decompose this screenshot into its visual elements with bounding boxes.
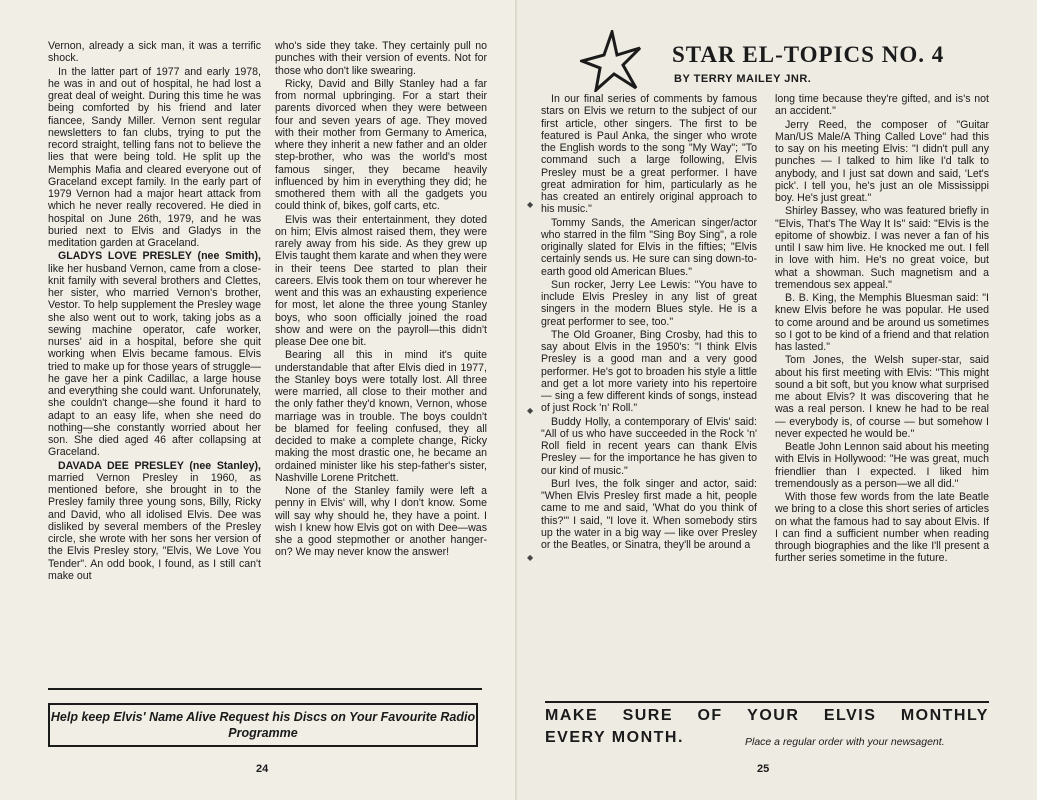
left-page xyxy=(0,0,518,800)
headline-word: YOUR xyxy=(747,707,800,724)
left-column-1 xyxy=(48,40,261,583)
paragraph-heading: GLADYS LOVE PRESLEY (nee Smith), xyxy=(58,250,261,263)
article-paragraph xyxy=(275,349,487,484)
paragraph-text: Tom Jones, the Welsh super-star, said about his first meeting with Elvis: "This might sound a bit soft, but you know what surprised me about Elvis? It was discovering that he was a real person. I knew he had to be real — everybody is, of course — but somehow I never expected he would be." xyxy=(775,354,989,440)
article-paragraph xyxy=(275,485,487,559)
paragraph-text: Shirley Bassey, who was featured briefly in "Elvis, That's The Way It Is" said: "Elvis is the epitome of showbiz. I was never a fan of his until I saw him live. He knocked me out. I fell in love with him. He's no great voice, but what a showman. Such magnetism and a tremendous sex appeal." xyxy=(775,205,989,291)
article-paragraph xyxy=(541,416,757,477)
article-byline: BY TERRY MAILEY JNR. xyxy=(674,73,812,85)
right-column-2 xyxy=(775,93,989,566)
paragraph-text: Tommy Sands, the American singer/actor who starred in the film "Sing Boy Sing", a role originally slated for Elvis in the fifties; "Elvis certainly sends us. He sure can sing down-to-earth good old American Blues." xyxy=(541,216,757,278)
paragraph-text: long time because they're gifted, and is's not an accident." xyxy=(775,93,989,118)
star-icon xyxy=(580,30,642,92)
headline-word: OF xyxy=(697,707,723,724)
paragraph-text: Bearing all this in mind it's quite understandable that after Elvis died in 1977, the Stanley boys were totally lost. All three were married, all close to their mother and the only father they'd known, Vernon, whose marriage was in trouble. The boys couldn't be blamed for feeling confused, they all decided to make a complete change, Ricky making the most drastic one, he became an ordained minister like his step-father's sister, Nashville Lorene Pritchett. xyxy=(275,349,487,484)
page-number-right: 25 xyxy=(757,763,770,775)
article-paragraph xyxy=(541,279,757,328)
paragraph-text: B. B. King, the Memphis Bluesman said: "I knew Elvis before he was popular. He used to come around and be around us sometimes so I got to be kind of a friend and that relation has lasted." xyxy=(775,292,989,353)
article-paragraph xyxy=(775,491,989,565)
headline-word: ELVIS xyxy=(823,707,877,724)
headline-word: MAKE xyxy=(545,707,599,724)
paragraph-text: like her husband Vernon, came from a close-knit family with several brothers and Clettes, her sister, who married Vernon's brother, Vestor. To help supplement the Presley wage she also went out to work, taking jobs as a sewing machine operator, cafe worker, nurses' aid in a hospital, before she quit working when Elvis became famous. Elvis tried to make up for those years of struggle—he gave her a pink Cadillac, a large house and everything she could want. Unforunately, she couldn't change—she found it hard to adapt to an easy life, when she need do nothing—she constantly worried about her son. She died aged 46 after collapsing at Graceland. xyxy=(48,262,261,459)
paragraph-text: The Old Groaner, Bing Crosby, had this to say about Elvis in the 1950's: "I think Elvis Presley is a good man and a very good performer. He's got to broaden his style a little and get a lot more variety into his repertoire — sing a few different kinds of songs, instead of just Rock 'n' Roll." xyxy=(541,328,757,415)
paragraph-text: Ricky, David and Billy Stanley had a far from normal upbringing. For a start their parents divorced when they were between four and seven years of age. They moved with their mother from Germany to America, where they inherit a new father and an older step-brother, who was the world's most famous singer, they became heavily influenced by him in everything they did; he smothered them with all the gadgets you could think of, bikes, golf carts, etc. xyxy=(275,77,487,213)
subscription-note: Place a regular order with your newsagent. xyxy=(745,736,945,748)
margin-mark: ◆ xyxy=(527,200,534,209)
article-paragraph xyxy=(48,250,261,458)
right-column-1 xyxy=(541,93,757,552)
article-paragraph xyxy=(541,93,757,216)
article-paragraph xyxy=(541,217,757,278)
left-column-2 xyxy=(275,40,487,560)
paragraph-text: None of the Stanley family were left a penny in Elvis' will, why I don't know. Some will say why should he, they have a point. I wish I knew how Elvis got on with Dee—was she a good stepmother or another hanger-on? We may never know the answer! xyxy=(275,485,487,559)
article-paragraph xyxy=(775,441,989,490)
article-paragraph xyxy=(541,478,757,552)
paragraph-text: With those few words from the late Beatle we bring to a close this short series of articles on what the famous had to say about Elvis. If I can find a sufficient number when reading through biographies and the like I'll present a further series sometime in the future. xyxy=(775,491,989,565)
paragraph-heading: DAVADA DEE PRESLEY (nee Stanley), xyxy=(58,459,261,472)
paragraph-text: Buddy Holly, a contemporary of Elvis' said: "All of us who have succeeded in the Rock 'n' Roll field in recent years can thank Elvis Presley — for the importance he has given to our kind of music." xyxy=(541,415,757,477)
article-paragraph xyxy=(275,40,487,77)
margin-mark: ◆ xyxy=(527,406,534,415)
divider-rule xyxy=(48,688,482,690)
article-paragraph xyxy=(775,354,989,440)
subscription-headline-line2: EVERY MONTH. xyxy=(545,729,684,746)
paragraph-text: married Vernon Presley in 1960, as mentioned before, she brought in to the Presley family three young sons, Billy, Ricky and David, who all idolised Elvis. Dee was disliked by several members of the Presley circle, she wrote with her sons her version of the Elvis Presley story, "Elvis, We Love You Tender". An odd book, I found, as I still can't make out xyxy=(48,471,261,582)
subscription-headline xyxy=(545,707,989,725)
paragraph-text: In the latter part of 1977 and early 1978, he was in and out of hospital, he had lost a great deal of weight. During this time he was being comforted by his friend and later fiancee, Sandy Miller. Vernon sent regular newsletters to fan clubs, trying to put the record straight, telling fans not to believe the lies that were being told. He split up the Memphis Mafia and cleared everyone out of Graceland except family. In the early part of 1979 Vernon had a major heart attack from which he never really recovered. He died in hospital on June 26th, 1979, and he was buried next to Elvis and Gladys in the meditation garden at Graceland. xyxy=(48,65,261,249)
article-paragraph xyxy=(48,66,261,250)
paragraph-text: Beatle John Lennon said about his meeting with Elvis in Hollywood: "He was great, much friendlier than I expected. I liked him tremendously as a person—we all did." xyxy=(775,441,989,490)
article-paragraph xyxy=(541,329,757,415)
margin-mark: ◆ xyxy=(527,553,534,562)
radio-request-banner: Help keep Elvis' Name Alive Request his Discs on Your Favourite Radio Programme xyxy=(48,703,478,747)
article-paragraph xyxy=(48,460,261,583)
paragraph-text: In our final series of comments by famous stars on Elvis we return to the subject of our first article, other singers. The first to be featured is Paul Anka, the singer who wrote the English words to the song "My Way"; "To command such a large following, Elvis Presley must be a great performer. I have great admiration for him, particularly as he has created an entirely original approach to his music." xyxy=(541,93,757,216)
article-title: STAR EL-TOPICS NO. 4 xyxy=(672,42,945,67)
paragraph-text: Elvis was their entertainment, they doted on him; Elvis almost raised them, they were rarely away from his side. As they grew up Elvis taught them karate and when they were in their teens Dee started to plan their careers. Elvis took them on tour wherever he went and this was an exhausting experience for most, let alone the three young Stanley boys, who soon officially joined the road show and were on the payroll—this didn't please Dee one bit. xyxy=(275,213,487,348)
article-paragraph xyxy=(775,119,989,205)
article-paragraph xyxy=(775,93,989,118)
paragraph-text: Sun rocker, Jerry Lee Lewis: "You have to include Elvis Presley in any list of great singers in the modern Blues style. He is a great performer to see, too." xyxy=(541,278,757,328)
article-paragraph xyxy=(775,205,989,291)
article-paragraph xyxy=(775,292,989,353)
article-paragraph xyxy=(275,214,487,349)
headline-word: SURE xyxy=(622,707,674,724)
headline-word: MONTHLY xyxy=(900,707,989,724)
article-paragraph xyxy=(48,40,261,65)
article-paragraph xyxy=(275,78,487,213)
paragraph-text: Vernon, already a sick man, it was a terrific shock. xyxy=(48,40,261,65)
divider-rule xyxy=(545,701,989,703)
paragraph-text: who's side they take. They certainly pull no punches with their version of events. Not for those who don't like swearing. xyxy=(275,40,487,77)
page-number-left: 24 xyxy=(256,763,269,775)
paragraph-text: Jerry Reed, the composer of "Guitar Man/US Male/A Thing Called Love" had this to say on his meeting Elvis: "I didn't pull any punches — I talked to him like I'd talk to anybody, and I just sat down and said, 'Let's pick'. I tell you, he's just an ole Mississippi boy. He's just great." xyxy=(775,118,989,204)
paragraph-text: Burl Ives, the folk singer and actor, said: "When Elvis Presley first made a hit, people came to me and said, 'What do you think of this?'" I said, "I love it. When somebody stirs up the water in a big way — like over Presley or the Beatles, or Sinatra, they'll be around a xyxy=(541,477,757,551)
